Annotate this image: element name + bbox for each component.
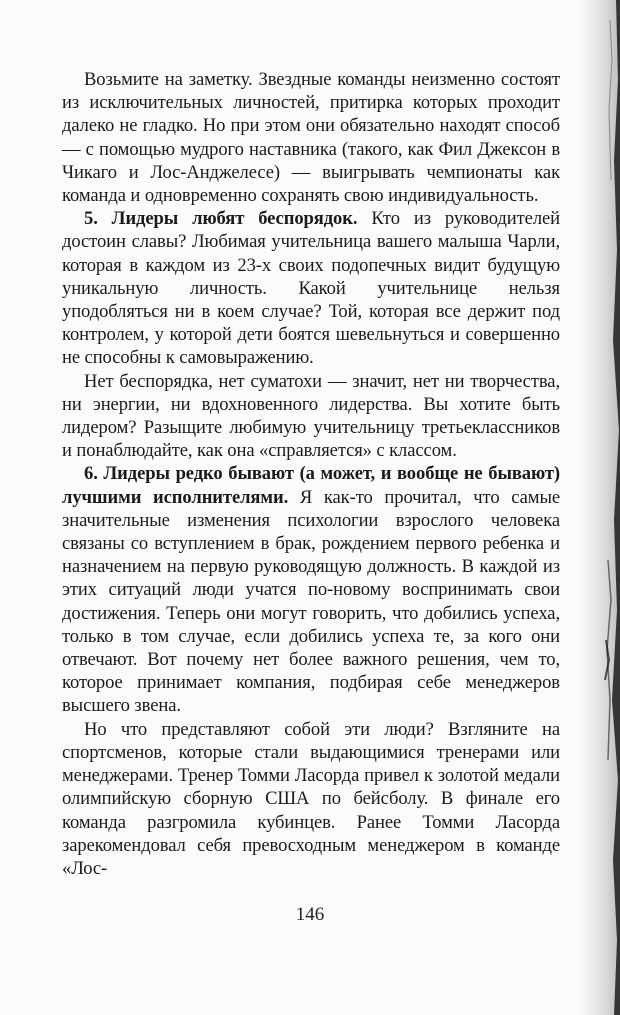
paragraph-2-text: Кто из руководителей достоин славы? Любимая учительница вашего малыша Чарли, которая в каждом из 23-х своих подопечных видит будущую уникальную личность. Какой учительнице нельзя уподобляться ни в коем случае? Той, которая все держит под контролем, у которой дети боятся шевельнуться и совершенно не способны к самовыражению. <box>62 208 561 369</box>
paragraph-3 <box>62 370 560 463</box>
paragraph-4-text: Я как-то прочитал, что самые значительные изменения психологии взрослого человека связаны со вступлением в брак, рождением первого ребенка и назначением на первую руководящую должность. В каждой из этих ситуаций люди учатся по-новому воспринимать свои достижения. Теперь они могут говорить, что добились успеха, только в том случае, если добились успеха те, за кого они отвечают. Вот почему нет более важного решения, чем то, которое принимает компания, подбирая себе менеджеров высшего звена. <box>62 486 560 717</box>
paragraph-5 <box>62 718 560 880</box>
paragraph-1 <box>62 68 560 207</box>
paragraph-3-text: Нет беспорядка, нет суматохи — значит, нет ни творчества, ни энергии, ни вдохновенного лидерства. Вы хотите быть лидером? Разыщите любимую учительницу третьеклассников и понаблюдайте, как она «справляется» с классом. <box>62 370 560 462</box>
paragraph-4-lead: 6. Лидеры редко бывают (а может, и вообще не бывают) лучшими исполнителями. <box>62 463 560 508</box>
paragraph-2-lead: 5. Лидеры любят беспорядок. <box>84 208 358 230</box>
paragraph-5-text: Но что представляют собой эти люди? Взгляните на спортсменов, которые стали выдающимися тренерами или менеджерами. Тренер Томми Ласорда привел к золотой медали олимпийскую сборную США по бейсболу. В финале его команда разгромила кубинцев. Ранее Томми Ласорда зарекомендовал себя превосходным менеджером в команде «Лос- <box>62 718 560 879</box>
page-number: 146 <box>295 904 325 925</box>
paragraph-2 <box>62 207 560 369</box>
paragraph-4 <box>62 462 560 717</box>
page-body <box>62 68 560 880</box>
scan-edge-noise <box>586 0 620 1015</box>
paragraph-1-text: Возьмите на заметку. Звездные команды неизменно состоят из исключительных личностей, притирка которых проходит далеко не гладко. Но при этом они обязательно находят способ — с помощью мудрого наставника (такого, как Фил Джексон в Чикаго и Лос-Анджелесе) — выигрывать чемпионаты как команда и одновременно сохранять свою индивидуальность. <box>62 69 560 207</box>
